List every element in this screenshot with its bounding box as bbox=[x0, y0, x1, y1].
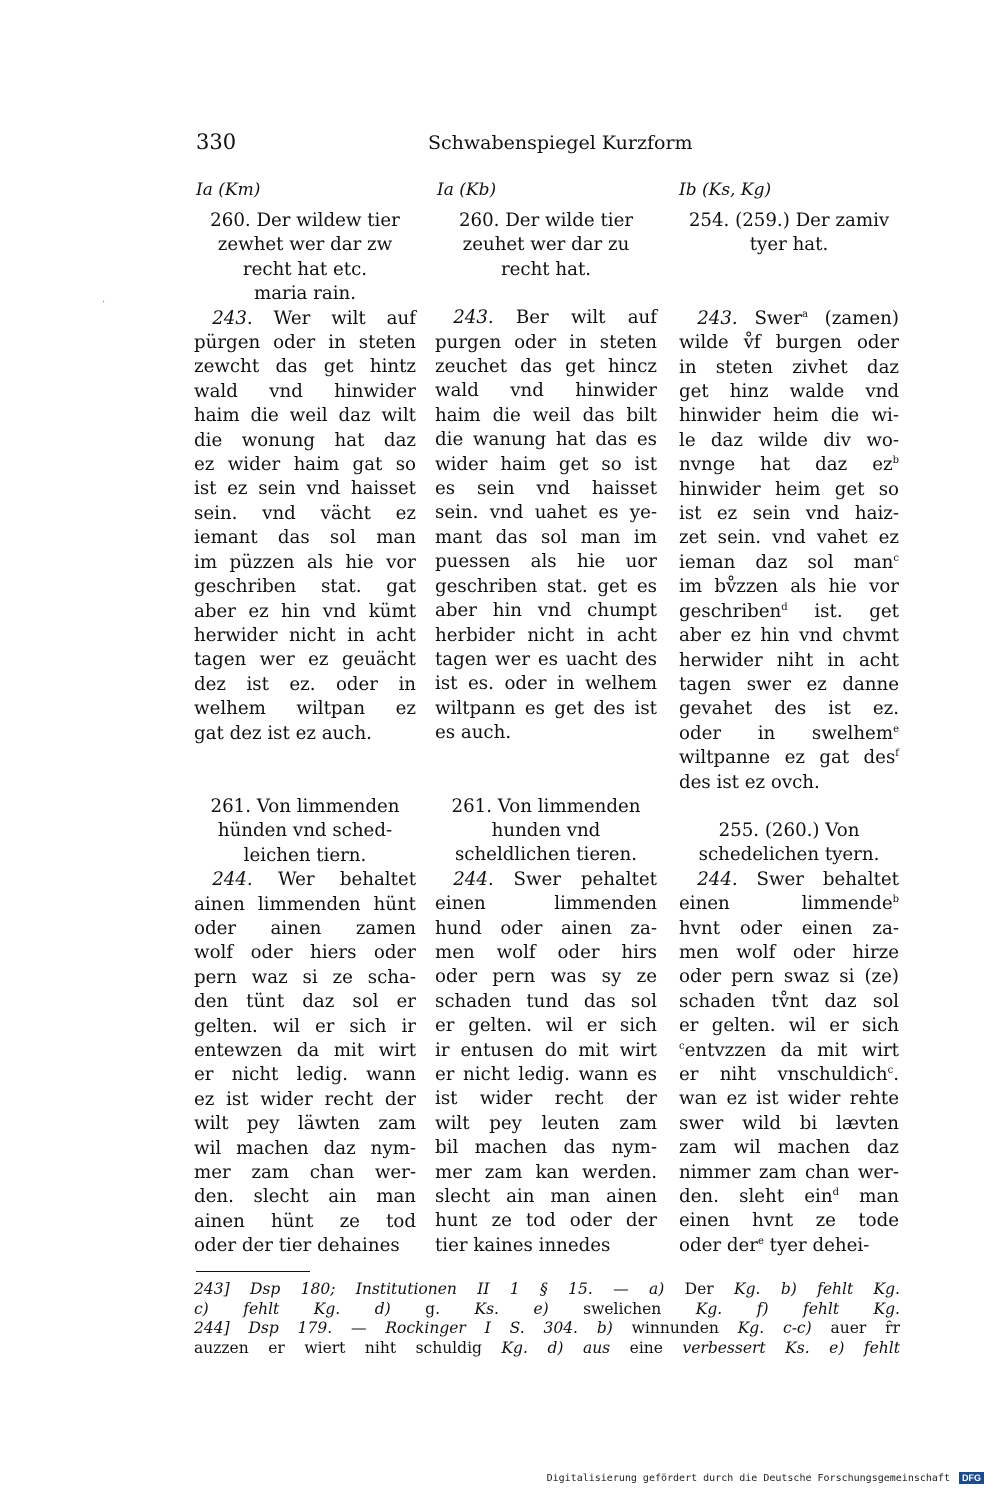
footnote-line bbox=[194, 1319, 900, 1339]
text-segment: tagen swer ez danne bbox=[679, 673, 899, 695]
text-line bbox=[679, 990, 899, 1014]
article-number: 244. bbox=[212, 869, 253, 891]
text-line: purgen oder in steten bbox=[435, 331, 657, 353]
running-title: Schwabenspiegel Kurzform bbox=[428, 132, 693, 154]
text-line bbox=[679, 404, 899, 428]
digitization-note bbox=[547, 1472, 984, 1484]
article-first-words: Ber wilt auf bbox=[515, 307, 657, 329]
text-line bbox=[679, 1014, 899, 1038]
section-heading-255 bbox=[679, 819, 899, 868]
text-segment: . bbox=[893, 1064, 899, 1085]
article-first-words: Wer behaltet bbox=[277, 869, 416, 891]
text-segment: Swer bbox=[754, 307, 802, 329]
text-line bbox=[679, 1136, 899, 1160]
footnote-marker: d bbox=[781, 601, 788, 613]
text-segment: des ist ez ovch. bbox=[679, 771, 820, 793]
text-line bbox=[679, 502, 899, 526]
section-heading-261 bbox=[194, 795, 416, 868]
text-line bbox=[679, 1234, 899, 1258]
article-first-line bbox=[194, 307, 416, 331]
heading-line: 255. (260.) Von bbox=[718, 819, 860, 841]
heading-line: schedelichen tyern. bbox=[698, 844, 880, 866]
text-line: ist wider recht der bbox=[435, 1088, 657, 1110]
text-line bbox=[679, 478, 899, 502]
text-line bbox=[679, 771, 899, 795]
text-line: gelten. wil er sich ir bbox=[194, 1015, 416, 1037]
text-segment: oder pern swaz si (ze) bbox=[679, 966, 899, 988]
text-line: es sein vnd haisset bbox=[435, 478, 657, 500]
text-line: den tünt daz sol er bbox=[194, 991, 416, 1013]
footnote-text: 244] Dsp 179. — Rockinger I S. 304. bbox=[194, 1319, 578, 1338]
text-column-left bbox=[194, 209, 416, 1259]
text-line bbox=[679, 649, 899, 673]
text-line bbox=[679, 624, 899, 648]
footnote-mark: a) bbox=[649, 1280, 685, 1298]
footnote-marker: b bbox=[892, 455, 899, 467]
text-segment: ist ez sein vnd haiz- bbox=[679, 503, 899, 525]
text-line: hunt ze tod oder der bbox=[435, 1210, 657, 1232]
article-number: 243. bbox=[697, 307, 738, 329]
text-line bbox=[679, 917, 899, 941]
text-segment: wiltpanne ez gat des bbox=[679, 747, 896, 769]
article-244 bbox=[435, 868, 657, 1259]
text-segment: ist. get bbox=[787, 600, 899, 622]
text-segment: entvzzen da mit wirt bbox=[684, 1039, 899, 1061]
text-line: gat dez ist ez auch. bbox=[194, 722, 372, 744]
heading-line: tyer hat. bbox=[749, 234, 829, 256]
text-line: er nicht ledig. wann es bbox=[435, 1064, 657, 1085]
text-line: die wanung hat das es bbox=[435, 429, 657, 451]
text-segment: gevahet des ist ez. bbox=[679, 698, 899, 720]
text-segment: aber ez hin vnd chvmt bbox=[679, 625, 899, 647]
footnote-text: b) fehlt Kg. bbox=[780, 1280, 900, 1298]
siglum-left: Ia (Km) bbox=[196, 180, 261, 200]
text-line: wiltpann es get des ist bbox=[435, 697, 657, 719]
text-line bbox=[679, 892, 899, 916]
text-line bbox=[679, 429, 899, 453]
text-segment: geschriben bbox=[679, 600, 782, 622]
text-line: wilt auf bbox=[331, 307, 416, 329]
text-line: aber hin vnd chumpt bbox=[435, 600, 657, 622]
text-segment: wan ez ist wider rehte bbox=[679, 1088, 899, 1110]
text-line: mant das sol man im bbox=[435, 526, 657, 548]
heading-line: 260. Der wildew tier bbox=[210, 210, 400, 231]
heading-line: zeuhet wer dar zu bbox=[462, 234, 630, 256]
text-line bbox=[679, 1039, 899, 1063]
text-line bbox=[679, 1112, 899, 1136]
text-line bbox=[679, 965, 899, 989]
heading-line: hunden vnd bbox=[491, 819, 601, 841]
footnote-mark: d) aus bbox=[547, 1338, 630, 1357]
text-line: ez ist wider recht der bbox=[194, 1088, 416, 1110]
text-line: haim die weil daz wilt bbox=[194, 405, 416, 427]
text-segment: zam wil machen daz bbox=[679, 1137, 899, 1159]
article-244 bbox=[679, 868, 899, 1259]
text-line: aber ez hin vnd kümt bbox=[194, 600, 416, 622]
text-line: den. slecht ain man bbox=[194, 1186, 416, 1208]
footnote-marker: c bbox=[887, 1064, 894, 1076]
text-line: es auch. bbox=[435, 722, 512, 744]
heading-line: recht hat etc. bbox=[242, 258, 368, 280]
article-number: 244. bbox=[453, 868, 494, 890]
text-line: er nicht ledig. wann bbox=[194, 1064, 416, 1086]
text-line bbox=[679, 1063, 899, 1087]
text-segment: hinwider heim get so bbox=[679, 478, 899, 500]
text-segment: oder in swelhem bbox=[679, 722, 894, 744]
text-line bbox=[679, 331, 899, 355]
page-number: 330 bbox=[196, 130, 237, 154]
text-line: zewcht das get hintz bbox=[194, 356, 416, 378]
text-line bbox=[679, 453, 899, 477]
footnote-marker: c bbox=[679, 1040, 685, 1052]
footnote-marker: c bbox=[893, 552, 899, 564]
text-column-middle bbox=[435, 209, 657, 1258]
margin-mark: ‘ bbox=[102, 300, 105, 310]
footnote-mark: c-c) bbox=[783, 1319, 831, 1338]
text-line: pern waz si ze scha- bbox=[194, 966, 416, 988]
footnote-reading: eine bbox=[629, 1338, 663, 1357]
text-line: haim die weil das bilt bbox=[435, 404, 657, 426]
heading-line: zewhet wer dar zw bbox=[217, 234, 393, 256]
footnote-text: 243] Dsp 180; Institutionen II 1 § 15. — bbox=[194, 1280, 629, 1298]
footnote-marker: e bbox=[893, 723, 899, 735]
text-line: herwider nicht in acht bbox=[194, 624, 416, 646]
text-line: ist ez sein vnd haisset bbox=[194, 478, 416, 500]
footnote-reading: auer ȓr bbox=[830, 1319, 900, 1338]
text-segment: wilde v̊f burgen oder bbox=[679, 332, 899, 354]
heading-line: scheldlichen tieren. bbox=[454, 844, 638, 866]
footnote-marker: d bbox=[832, 1186, 839, 1198]
text-line bbox=[679, 1087, 899, 1111]
article-first-line bbox=[435, 868, 657, 892]
heading-line: hünden vnd sched- bbox=[217, 820, 393, 842]
heading-line: 261. Von limmenden bbox=[210, 795, 400, 817]
text-line: ainen limmenden hünt bbox=[194, 893, 416, 915]
footnote-text: c) fehlt Kg. bbox=[194, 1299, 341, 1318]
article-number: 243. bbox=[212, 307, 253, 329]
text-segment: er gelten. wil er sich bbox=[679, 1015, 899, 1037]
text-line: die wonung hat daz bbox=[194, 429, 416, 451]
heading-line: 254. (259.) Der zamiv bbox=[688, 210, 890, 231]
text-segment: ieman daz sol man bbox=[679, 551, 894, 573]
text-line bbox=[679, 697, 899, 721]
text-segment: tyer dehei- bbox=[763, 1234, 870, 1256]
footnote-reading: auzzen er wiert niht schuldig bbox=[194, 1338, 482, 1357]
text-segment: man bbox=[838, 1186, 899, 1208]
text-line: welhem wiltpan ez bbox=[194, 698, 416, 720]
text-line: mer zam chan wer- bbox=[194, 1162, 416, 1184]
page-header bbox=[0, 130, 1000, 160]
footnote-line bbox=[194, 1339, 900, 1359]
text-line: wald vnd hinwider bbox=[435, 380, 657, 402]
siglum-middle: Ia (Kb) bbox=[437, 180, 497, 200]
text-line: sein. vnd vächt ez bbox=[194, 502, 416, 524]
text-line: ainen hünt ze tod bbox=[194, 1210, 416, 1232]
text-line: mer zam kan werden. bbox=[435, 1161, 657, 1183]
text-segment: einen limmende bbox=[679, 893, 893, 915]
text-line bbox=[679, 307, 899, 331]
section-heading-254 bbox=[679, 209, 899, 258]
dfg-logo: DFG bbox=[959, 1472, 984, 1484]
text-line: wald vnd hinwider bbox=[194, 380, 416, 402]
text-line: ir entusen do mit wirt bbox=[435, 1039, 657, 1061]
section-heading-260 bbox=[194, 209, 416, 307]
text-line: entewzen da mit wirt bbox=[194, 1040, 416, 1061]
text-line: herbider nicht in acht bbox=[435, 624, 657, 646]
text-line: hund oder ainen za- bbox=[435, 917, 657, 939]
text-line bbox=[679, 1185, 899, 1209]
text-line: wider haim get so ist bbox=[435, 453, 657, 475]
text-segment: schaden tv̊nt daz sol bbox=[679, 990, 899, 1012]
text-segment: nimmer zam chan wer- bbox=[679, 1161, 899, 1183]
heading-line: leichen tiern. bbox=[243, 844, 367, 866]
text-column-right bbox=[679, 209, 899, 1258]
text-segment: get hinz walde vnd bbox=[679, 381, 899, 403]
text-line bbox=[679, 551, 899, 575]
text-line: wilt pey läwten zam bbox=[194, 1113, 416, 1135]
text-segment: in steten zivhet daz bbox=[679, 356, 899, 378]
text-segment: (zamen) bbox=[807, 307, 899, 329]
text-line: er gelten. wil er sich bbox=[435, 1015, 657, 1037]
text-line: geschriben stat. get es bbox=[435, 575, 657, 597]
footnote-mark: b) bbox=[596, 1319, 632, 1338]
footnote-line bbox=[194, 1300, 900, 1320]
text-line: tagen wer es uacht des bbox=[435, 648, 657, 670]
section-heading-261 bbox=[435, 795, 657, 868]
text-line: bil machen das nym- bbox=[435, 1137, 657, 1159]
article-number: 244. bbox=[697, 868, 738, 890]
text-segment: einen hvnt ze tode bbox=[679, 1210, 899, 1232]
footnote-line bbox=[194, 1280, 900, 1300]
footnote-rule bbox=[196, 1271, 310, 1272]
text-line bbox=[679, 1161, 899, 1185]
text-segment: den. sleht ein bbox=[679, 1186, 833, 1208]
text-line: einen limmenden bbox=[435, 893, 657, 915]
article-first-line bbox=[435, 306, 657, 330]
footnote-text: verbessert Ks. bbox=[662, 1338, 810, 1357]
text-segment: hvnt oder einen za- bbox=[679, 917, 899, 939]
footnotes bbox=[194, 1280, 900, 1358]
text-line bbox=[679, 1209, 899, 1233]
text-line: oder ainen zamen bbox=[194, 917, 416, 939]
text-line: zeuchet das get hincz bbox=[435, 356, 657, 378]
text-line: wilt pey leuten zam bbox=[435, 1112, 657, 1134]
footnote-siglum: Ks. bbox=[440, 1299, 499, 1318]
heading-line: maria rain. bbox=[253, 283, 357, 305]
footnote-siglum: Kg. bbox=[661, 1299, 723, 1318]
text-line bbox=[679, 380, 899, 404]
footnote-marker: b bbox=[892, 894, 899, 906]
footnote-marker: a bbox=[801, 308, 808, 320]
text-line bbox=[679, 600, 899, 624]
footnote-siglum: Kg. bbox=[481, 1338, 528, 1357]
text-line: men wolf oder hirs bbox=[435, 941, 657, 963]
heading-line: recht hat. bbox=[500, 258, 592, 280]
text-segment: er niht vnschuldich bbox=[679, 1064, 888, 1085]
text-segment: im bv̊zzen als hie vor bbox=[679, 576, 899, 598]
article-243 bbox=[679, 307, 899, 795]
text-line: dez ist ez. oder in bbox=[194, 673, 416, 695]
text-segment: hinwider heim die wi- bbox=[679, 405, 899, 427]
siglum-right: Ib (Ks, Kg) bbox=[679, 180, 772, 200]
text-line: oder pern was sy ze bbox=[435, 966, 657, 988]
text-line: tagen wer ez geuächt bbox=[194, 649, 416, 671]
text-line bbox=[679, 746, 899, 770]
text-line bbox=[679, 941, 899, 965]
article-244 bbox=[194, 868, 416, 1259]
text-segment: herwider niht in acht bbox=[679, 649, 899, 671]
text-line: ez wider haim gat so bbox=[194, 454, 416, 476]
footnote-text: f) fehlt Kg. bbox=[756, 1299, 900, 1318]
text-line: pürgen oder in steten bbox=[194, 332, 416, 354]
footnote-reading: winnunden bbox=[631, 1319, 719, 1338]
text-line: wolf oder hiers oder bbox=[194, 942, 416, 964]
text-line: im püzzen als hie vor bbox=[194, 551, 416, 573]
text-line: geschriben stat. gat bbox=[194, 576, 416, 598]
text-line bbox=[679, 575, 899, 599]
footnote-reading: Der bbox=[684, 1280, 714, 1298]
footnote-siglum: Kg. bbox=[718, 1319, 765, 1338]
digitization-text: Digitalisierung gefördert durch die Deutsche Forschungsgemeinschaft bbox=[546, 1473, 950, 1484]
article-243 bbox=[194, 307, 416, 746]
text-line bbox=[679, 868, 899, 892]
footnote-mark: e) bbox=[533, 1299, 584, 1318]
text-segment: oder der bbox=[679, 1234, 758, 1256]
text-line: tier kaines innedes bbox=[435, 1234, 611, 1256]
article-first-word: Wer bbox=[273, 307, 311, 329]
text-line: sein. vnd uahet es ye- bbox=[435, 502, 657, 524]
text-segment: Swer behaltet bbox=[756, 868, 899, 890]
text-line bbox=[679, 722, 899, 746]
text-segment: swer wild bi lævten bbox=[679, 1112, 899, 1134]
text-segment: men wolf oder hirze bbox=[679, 941, 899, 963]
footnote-mark: d) bbox=[374, 1299, 426, 1318]
text-line: iemant das sol man bbox=[194, 527, 416, 549]
text-line: oder der tier dehaines bbox=[194, 1235, 400, 1257]
text-line: wil machen daz nym- bbox=[194, 1137, 416, 1159]
footnote-reading: g. bbox=[425, 1299, 440, 1318]
article-first-words: Swer pehaltet bbox=[513, 868, 657, 890]
footnote-siglum: Kg. bbox=[713, 1280, 761, 1298]
text-segment: le daz wilde div wo- bbox=[679, 429, 899, 451]
heading-line: 260. Der wilde tier bbox=[458, 210, 634, 231]
article-first-line bbox=[194, 868, 416, 892]
text-segment: zet sein. vnd vahet ez bbox=[679, 527, 899, 549]
text-line: schaden tund das sol bbox=[435, 990, 657, 1012]
footnote-reading: swelichen bbox=[583, 1299, 662, 1318]
footnote-text: e) fehlt bbox=[829, 1338, 900, 1357]
text-segment: nvnge hat daz ez bbox=[679, 454, 893, 476]
text-line bbox=[679, 526, 899, 550]
article-243 bbox=[435, 306, 657, 745]
heading-line: 261. Von limmenden bbox=[451, 795, 641, 817]
text-line bbox=[679, 673, 899, 697]
footnote-marker: e bbox=[757, 1235, 764, 1247]
text-line: ist es. oder in welhem bbox=[435, 673, 657, 695]
text-line bbox=[679, 356, 899, 380]
article-number: 243. bbox=[453, 307, 494, 329]
section-heading-260 bbox=[435, 209, 657, 282]
text-line: slecht ain man ainen bbox=[435, 1186, 657, 1208]
text-line: puessen als hie uor bbox=[435, 551, 657, 573]
footnote-marker: f bbox=[895, 748, 899, 760]
